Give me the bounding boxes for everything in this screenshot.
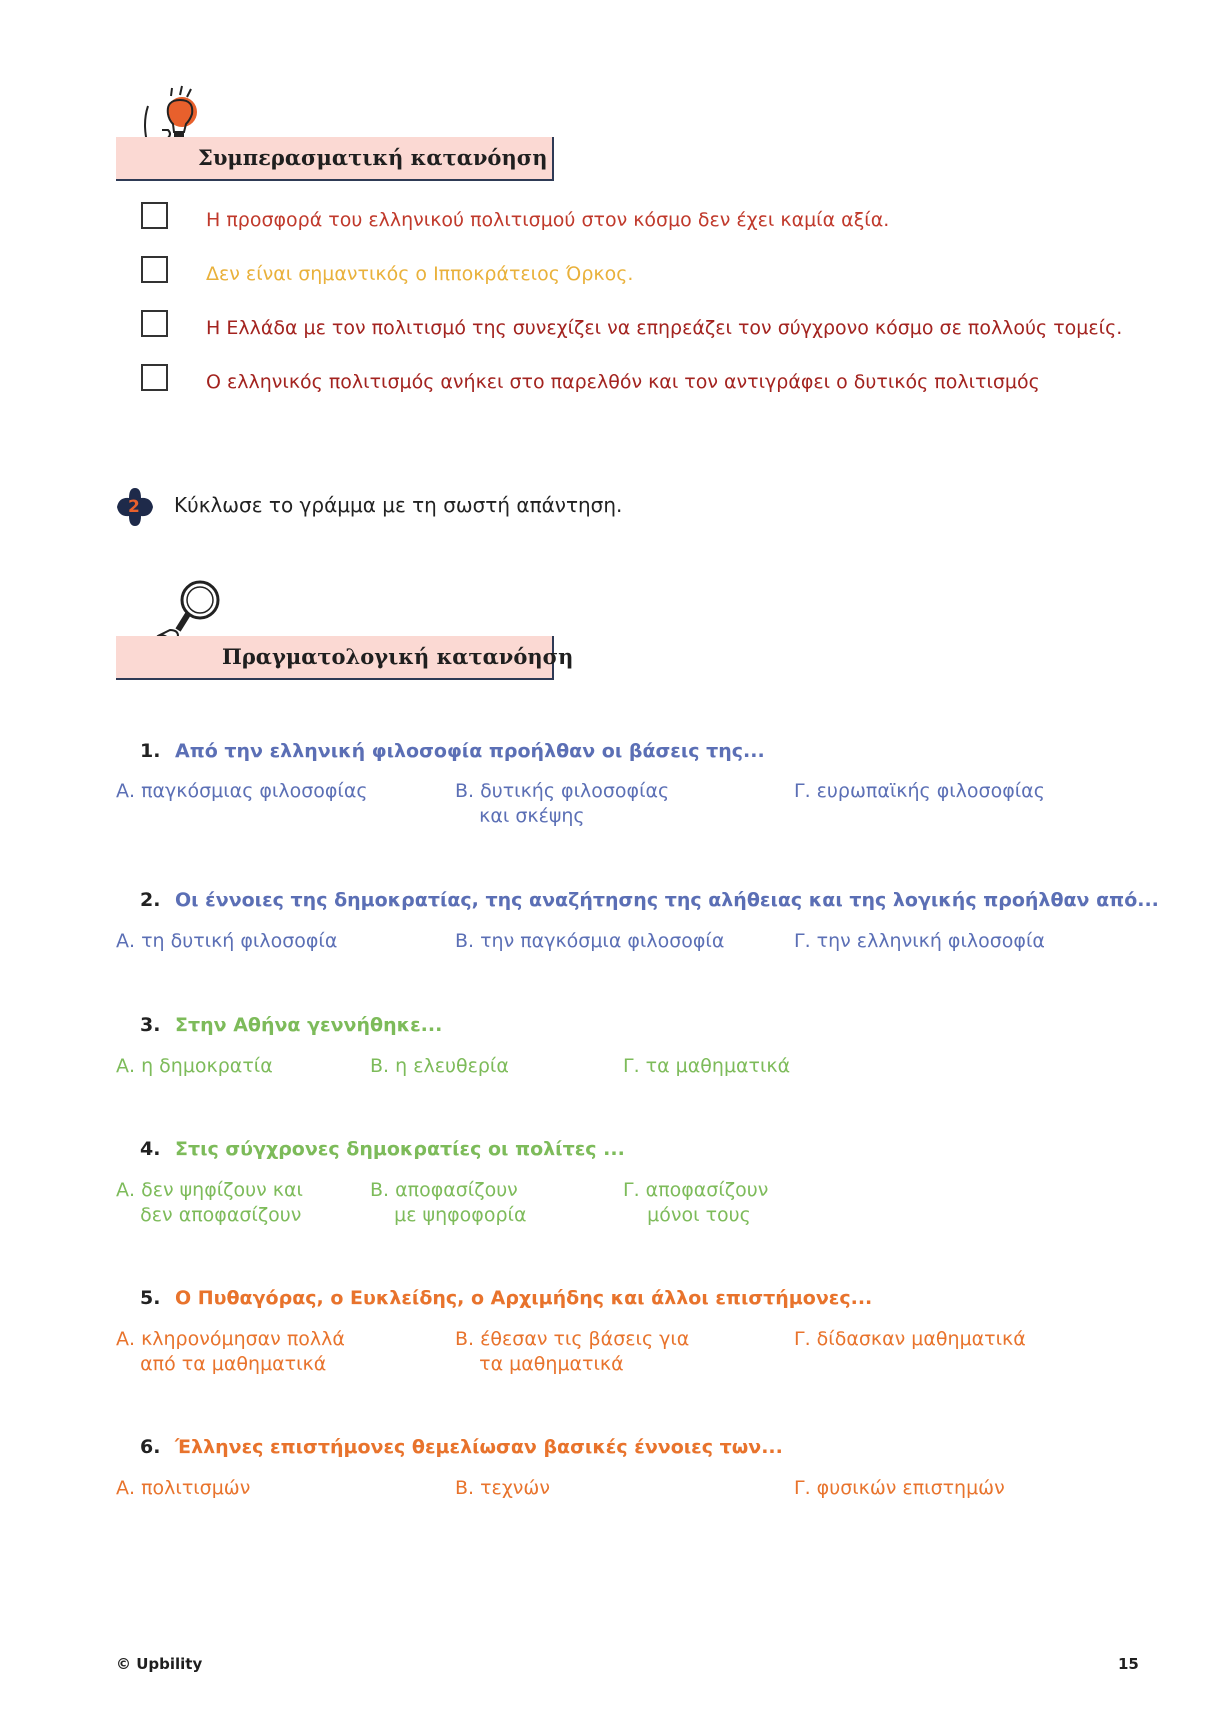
question-text: Οι έννοιες της δημοκρατίας, της αναζήτησης της αλήθειας και της λογικής προήλθαν από...	[175, 889, 1159, 911]
answer-option[interactable]: Β. η ελευθερία	[370, 1055, 509, 1077]
answer-option[interactable]: Α. παγκόσμιας φιλοσοφίας	[116, 780, 368, 802]
checkbox[interactable]	[141, 256, 168, 283]
answer-option[interactable]: Γ. ευρωπαϊκής φιλοσοφίας	[794, 780, 1045, 802]
answer-option[interactable]: Α. τη δυτική φιλοσοφία	[116, 930, 338, 952]
checkbox-item[interactable]	[141, 256, 1141, 290]
checkbox-label: Ο ελληνικός πολιτισμός ανήκει στο παρελθόν και τον αντιγράφει ο δυτικός πολιτισμός	[206, 371, 1040, 393]
answer-option[interactable]: Γ. τα μαθηματικά	[623, 1055, 791, 1077]
checkbox-label: Δεν είναι σημαντικός ο Ιπποκράτειος Όρκος.	[206, 263, 634, 285]
question-number: 2.	[140, 889, 161, 911]
answer-option[interactable]: Β. τεχνών	[455, 1477, 550, 1499]
answer-option[interactable]: Β. αποφασίζουν με ψηφοφορία	[370, 1179, 527, 1226]
answer-option[interactable]: Β. την παγκόσμια φιλοσοφία	[455, 930, 725, 952]
question-number: 3.	[140, 1014, 161, 1036]
answer-option[interactable]: Α. κληρονόμησαν πολλά από τα μαθηματικά	[116, 1328, 345, 1375]
page-number: 15	[1118, 1655, 1139, 1673]
question-text: Στις σύγχρονες δημοκρατίες οι πολίτες ...	[175, 1138, 625, 1160]
question-number: 5.	[140, 1287, 161, 1309]
answer-option[interactable]: Γ. δίδασκαν μαθηματικά	[794, 1328, 1026, 1350]
section-title-factual: Πραγματολογική κατανόηση	[222, 644, 574, 669]
checkbox-item[interactable]	[141, 202, 1141, 236]
instruction-text: Κύκλωσε το γράμμα με τη σωστή απάντηση.	[174, 493, 623, 517]
answer-option[interactable]: Β. δυτικής φιλοσοφίας και σκέψης	[455, 780, 670, 827]
section-title-inference: Συμπερασματική κατανόηση	[198, 145, 548, 170]
answer-option[interactable]: Γ. την ελληνική φιλοσοφία	[794, 930, 1045, 952]
instruction-number: 2	[128, 497, 140, 517]
answer-option[interactable]: Γ. αποφασίζουν μόνοι τους	[623, 1179, 769, 1226]
question-number: 1.	[140, 740, 161, 762]
question-text: Ο Πυθαγόρας, ο Ευκλείδης, ο Αρχιμήδης και άλλοι επιστήμονες...	[175, 1287, 873, 1309]
footer-copyright: © Upbility	[116, 1655, 203, 1673]
answer-option[interactable]: Α. πολιτισμών	[116, 1477, 251, 1499]
checkbox-item[interactable]	[141, 310, 1141, 344]
question-number: 4.	[140, 1138, 161, 1160]
checkbox[interactable]	[141, 310, 168, 337]
question-text: Στην Αθήνα γεννήθηκε...	[175, 1014, 443, 1036]
answer-option[interactable]: Β. έθεσαν τις βάσεις για τα μαθηματικά	[455, 1328, 690, 1375]
question-text: Έλληνες επιστήμονες θεμελίωσαν βασικές έννοιες των...	[175, 1436, 783, 1458]
checkbox[interactable]	[141, 202, 168, 229]
question-text: Από την ελληνική φιλοσοφία προήλθαν οι βάσεις της...	[175, 740, 765, 762]
checkbox-label: Η προσφορά του ελληνικού πολιτισμού στον κόσμο δεν έχει καμία αξία.	[206, 209, 890, 231]
checkbox-item[interactable]	[141, 364, 1141, 398]
checkbox[interactable]	[141, 364, 168, 391]
answer-option[interactable]: Α. δεν ψηφίζουν και δεν αποφασίζουν	[116, 1179, 303, 1226]
answer-option[interactable]: Α. η δημοκρατία	[116, 1055, 273, 1077]
question-number: 6.	[140, 1436, 161, 1458]
checkbox-label: Η Ελλάδα με τον πολιτισμό της συνεχίζει να επηρεάζει τον σύγχρονο κόσμο σε πολλούς τομείς.	[206, 317, 1123, 339]
answer-option[interactable]: Γ. φυσικών επιστημών	[794, 1477, 1005, 1499]
